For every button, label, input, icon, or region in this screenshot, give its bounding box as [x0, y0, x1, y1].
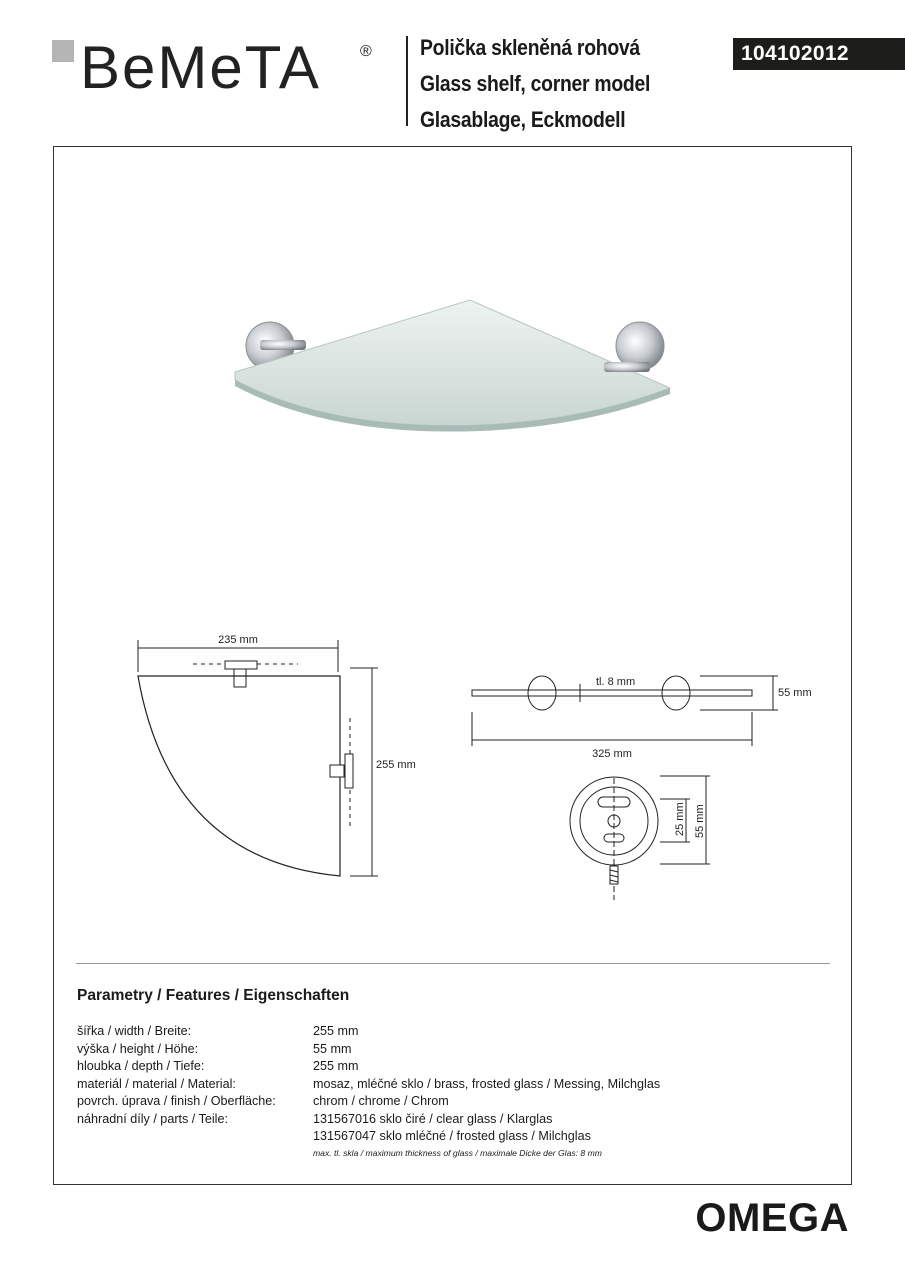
trademark-symbol: ®: [360, 43, 372, 60]
spec-label: povrch. úprava / finish / Oberfläche:: [77, 1094, 276, 1108]
dim-side-length: 325 mm: [592, 748, 632, 760]
spec-value: 255 mm: [313, 1024, 359, 1038]
dim-glass-thickness: tl. 8 mm: [596, 676, 636, 688]
dim-top-depth: 255 mm: [376, 759, 416, 771]
features-title: Parametry / Features / Eigenschaften: [77, 987, 350, 1004]
logo-square: [52, 40, 74, 62]
spec-value: 255 mm: [313, 1059, 359, 1073]
dim-holder-outer: 55 mm: [694, 804, 706, 838]
right-clamp: [604, 362, 650, 372]
spec-label: náhradní díly / parts / Teile:: [77, 1111, 228, 1126]
left-clamp: [260, 340, 306, 350]
spec-value: chrom / chrome / Chrom: [313, 1094, 449, 1108]
spec-row: [77, 1023, 837, 1041]
dim-holder-inner: 25 mm: [674, 802, 686, 836]
spec-value: 55 mm: [313, 1041, 352, 1056]
spec-row: [77, 1041, 837, 1059]
spec-value: mosaz, mléčné sklo / brass, frosted glass / Messing, Milchglas: [313, 1076, 661, 1091]
glass-thickness-note: max. tl. skla / maximum thickness of glass / maximale Dicke der Glas: 8 mm: [313, 1148, 602, 1158]
spec-label: šířka / width / Breite:: [77, 1024, 192, 1038]
title-en: Glass shelf, corner model: [420, 71, 651, 96]
dim-side-height: 55 mm: [778, 687, 812, 699]
spec-label: výška / height / Höhe:: [77, 1041, 199, 1056]
features-table: [77, 1023, 837, 1146]
spec-row: [77, 1128, 837, 1146]
spec-row: [77, 1093, 837, 1111]
brand-name: BeMeTA: [80, 36, 321, 96]
dim-top-width: 235 mm: [218, 634, 258, 646]
spec-row: [77, 1058, 837, 1076]
spec-row: [77, 1111, 837, 1129]
title-de: Glasablage, Eckmodell: [420, 107, 626, 132]
header-divider: [406, 36, 408, 126]
spec-row: [77, 1076, 837, 1094]
product-titles: [420, 30, 650, 138]
spec-label: materiál / material / Material:: [77, 1076, 236, 1091]
section-divider: [76, 963, 830, 964]
product-code: 104102012: [733, 38, 905, 70]
spec-value: 131567047 sklo mléčné / frosted glass / Milchglas: [313, 1129, 591, 1143]
spec-value: 131567016 sklo čiré / clear glass / Klarglas: [313, 1111, 553, 1126]
spec-label: hloubka / depth / Tiefe:: [77, 1059, 205, 1073]
series-name: OMEGA: [695, 1196, 849, 1240]
brand-logo: [52, 36, 382, 96]
title-cz: Polička skleněná rohová: [420, 35, 640, 60]
product-photo: [220, 280, 690, 440]
